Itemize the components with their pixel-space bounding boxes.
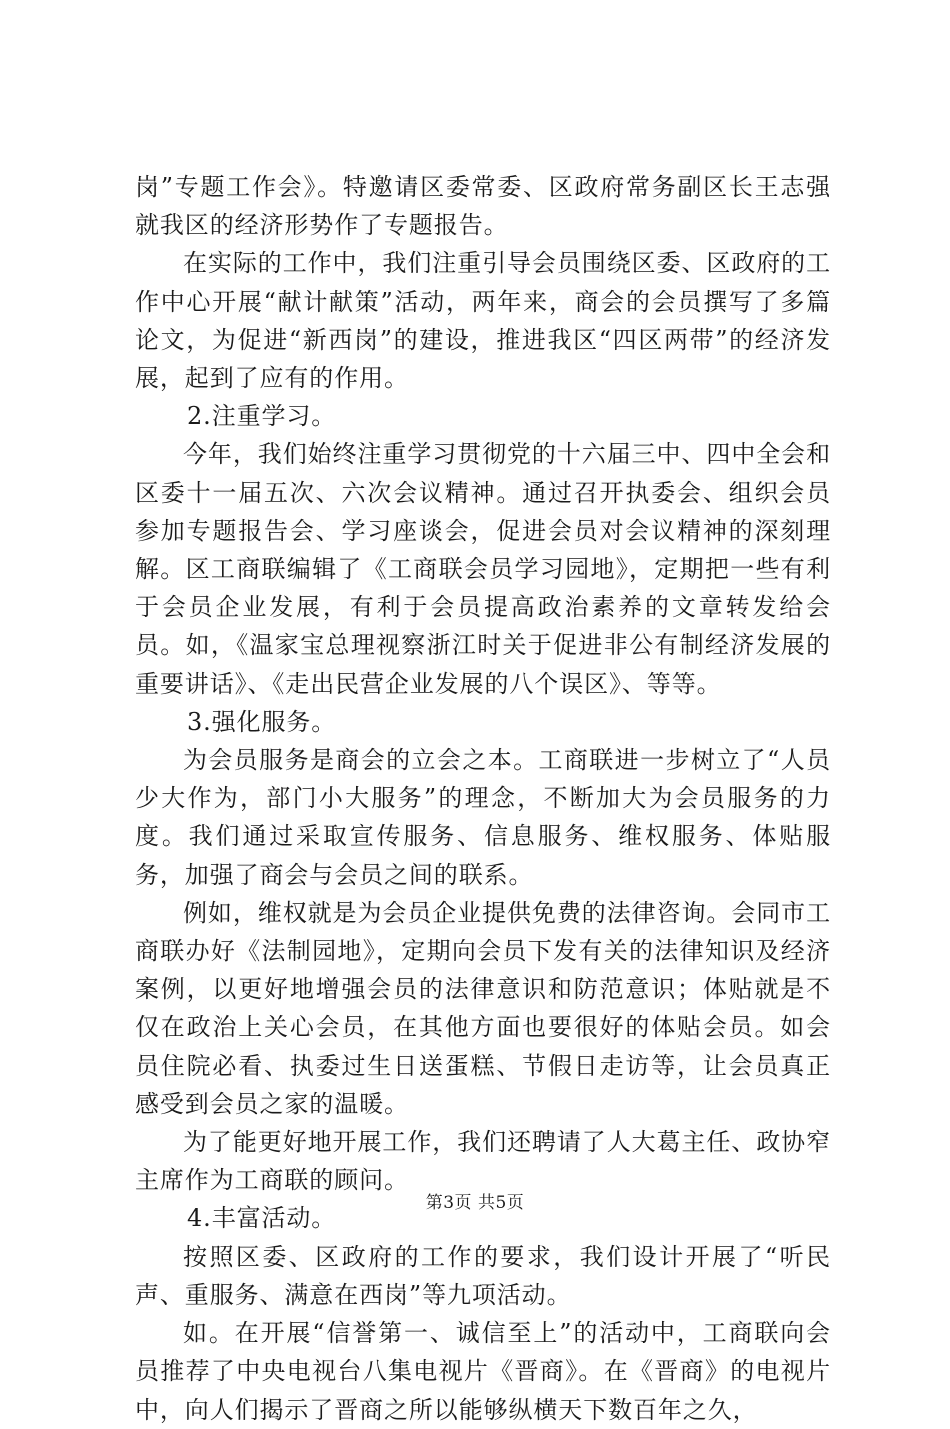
section-heading-study: 2.注重学习。 [187,402,337,431]
page-number-footer: 第3页 共5页 [425,1193,525,1213]
paragraph-activities: 按照区委、区政府的工作的要求，我们设计开展了“听民声、重服务、满意在西岗”等九项活动。 [135,1242,831,1309]
paragraph-advisors: 为了能更好地开展工作，我们还聘请了人大葛主任、政协窄主席作为工商联的顾问。 [135,1128,831,1195]
paragraph-continuation: 岗”专题工作会》。特邀请区委常委、区政府常务副区长王志强就我区的经济形势作了专题报告。 [135,173,831,240]
document-body [135,168,831,1429]
paragraph-rights-example: 例如，维权就是为会员企业提供免费的法律咨询。会同市工商联办好《法制园地》，定期向会员下发有关的法律知识及经济案例，以更好地增强会员的法律意识和防范意识；体贴就是不仅在政治上关心会员，在其他方面也要很好的体贴会员。如会员住院必看、执委过生日送蛋糕、节假日走访等，让会员真正感受到会员之家的温暖。 [135,898,831,1118]
paragraph-study: 今年，我们始终注重学习贯彻党的十六届三中、四中全会和区委十一届五次、六次会议精神。通过召开执委会、组织会员参加专题报告会、学习座谈会，促进会员对会议精神的深刻理解。区工商联编辑了《工商联会员学习园地》，定期把一些有利于会员企业发展，有利于会员提高政治素养的文章转发给会员。如，《温家宝总理视察浙江时关于促进非公有制经济发展的重要讲话》、《走出民营企业发展的八个误区》、等等。 [135,440,831,698]
paragraph-advice-activity: 在实际的工作中，我们注重引导会员围绕区委、区政府的工作中心开展“献计献策”活动，两年来，商会的会员撰写了多篇论文，为促进“新西岗”的建设，推进我区“四区两带”的经济发展，起到了应有的作用。 [135,249,831,393]
section-heading-activities: 4.丰富活动。 [187,1204,337,1233]
paragraph-integrity-example: 如。在开展“信誉第一、诚信至上”的活动中，工商联向会员推荐了中央电视台八集电视片《晋商》。在《晋商》的电视片中，向人们揭示了晋商之所以能够纵横天下数百年之久， [135,1319,831,1424]
section-heading-service: 3.强化服务。 [187,707,337,736]
paragraph-service: 为会员服务是商会的立会之本。工商联进一步树立了“人员少大作为，部门小大服务”的理念，不断加大为会员服务的力度。我们通过采取宣传服务、信息服务、维权服务、体贴服务，加强了商会与会员之间的联系。 [135,746,831,889]
